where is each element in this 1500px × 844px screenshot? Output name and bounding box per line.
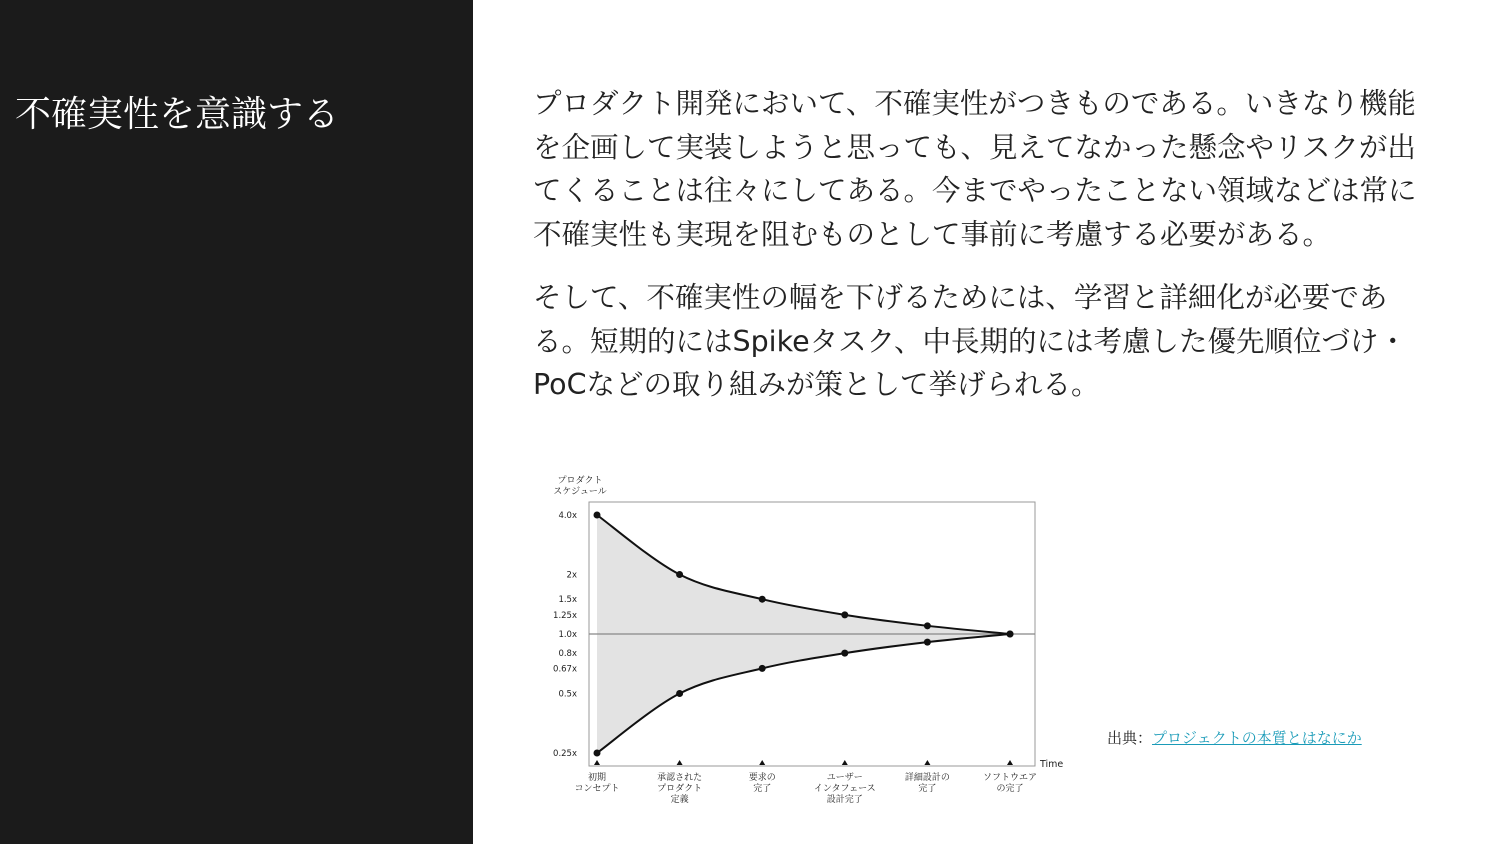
sidebar-panel xyxy=(0,0,473,844)
paragraph-uncertainty: プロダクト開発において、不確実性がつきものである。いきなり機能を企画して実装しようと思っても、見えてなかった懸念やリスクが出てくることは往々にしてある。今までやったことない領域などは常に不確実性も実現を阻むものとして事前に考慮する必要がある。 xyxy=(533,87,1417,251)
upper-point-4 xyxy=(924,622,931,629)
cone-of-uncertainty-chart xyxy=(545,470,1075,820)
x-tick-4 xyxy=(924,760,930,765)
x-tick-5 xyxy=(1007,760,1013,765)
x-tick-label-1: 承認されたプロダクト定義 xyxy=(657,773,703,805)
x-axis-label: Time xyxy=(1040,759,1064,770)
chart-svg xyxy=(545,470,1075,820)
source-prefix: 出典： xyxy=(1107,729,1153,747)
x-tick-1 xyxy=(677,760,683,765)
source-link[interactable]: プロジェクトの本質とはなにか xyxy=(1152,729,1362,747)
lower-point-4 xyxy=(924,639,931,646)
slide-title: 不確実性を意識する xyxy=(15,94,340,135)
paragraph-learning: そして、不確実性の幅を下げるためには、学習と詳細化が必要である。短期的にはSpikeタスク、中長期的には考慮した優先順位づけ・PoCなどの取り組みが策として挙げられる。 xyxy=(533,281,1407,401)
x-tick-label-5: ソフトウエアの完了 xyxy=(982,773,1038,794)
lower-point-2 xyxy=(759,665,766,672)
lower-point-3 xyxy=(841,650,848,657)
lower-point-0 xyxy=(594,750,601,757)
x-tick-2 xyxy=(759,760,765,765)
upper-point-3 xyxy=(841,611,848,618)
y-tick-label-0: 4.0x xyxy=(558,511,577,521)
y-tick-label-3: 1.25x xyxy=(553,610,577,621)
y-tick-label-5: 0.8x xyxy=(558,649,577,660)
x-tick-label-3: ユーザーインタフェース設計完了 xyxy=(813,773,876,805)
y-tick-label-1: 2x xyxy=(566,570,577,581)
y-tick-label-8: 0.25x xyxy=(553,749,577,759)
upper-point-0 xyxy=(594,512,601,519)
x-tick-3 xyxy=(842,760,848,765)
lower-point-5 xyxy=(1007,631,1014,638)
x-tick-0 xyxy=(594,760,600,765)
lower-point-1 xyxy=(676,690,683,697)
y-tick-label-6: 0.67x xyxy=(553,664,577,675)
y-tick-label-4: 1.0x xyxy=(558,630,577,640)
x-tick-label-4: 詳細設計の完了 xyxy=(904,773,950,794)
y-tick-label-7: 0.5x xyxy=(558,689,577,700)
y-tick-label-2: 1.5x xyxy=(558,595,577,606)
source-citation xyxy=(1107,727,1362,748)
x-tick-label-2: 要求の完了 xyxy=(748,773,776,794)
slide-content xyxy=(533,82,1443,427)
upper-point-1 xyxy=(676,571,683,578)
y-axis-label: プロダクトスケジュール xyxy=(553,476,607,497)
upper-point-2 xyxy=(759,596,766,603)
x-tick-label-0: 初期コンセプト xyxy=(574,773,620,794)
